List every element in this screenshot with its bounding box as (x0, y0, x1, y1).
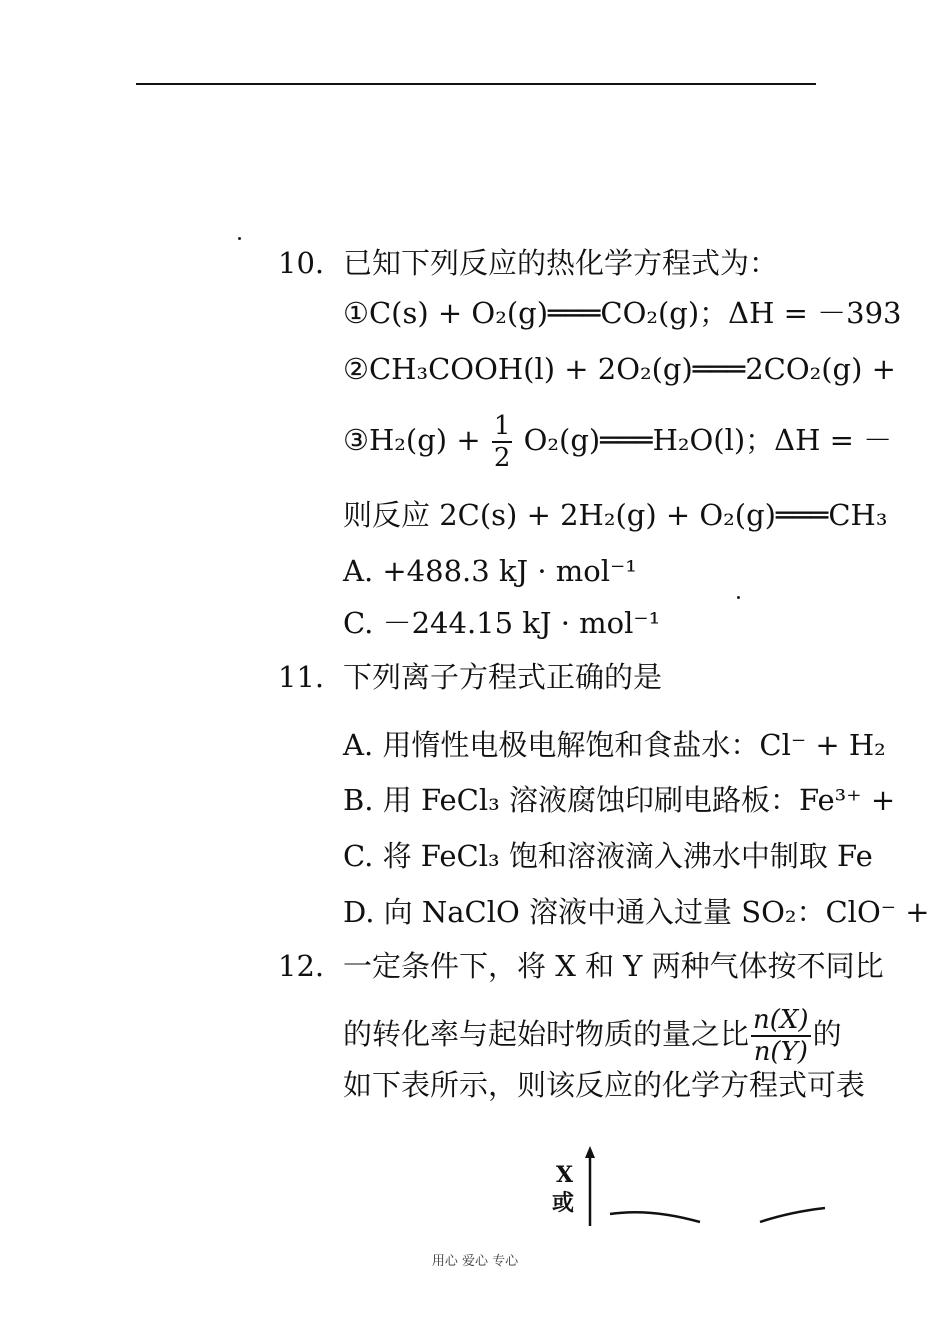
question-number: 12. (278, 949, 325, 983)
ratio-fraction (751, 1007, 811, 1065)
speck (737, 596, 740, 599)
line-2-start: 的转化率与起始时物质的量之比 (343, 1017, 750, 1051)
fraction-denominator: 2 (493, 443, 511, 473)
equation-3 (343, 405, 892, 475)
speck (238, 237, 241, 240)
fraction-numerator: n(X) (753, 1005, 809, 1035)
question-stem: 下列离子方程式正确的是 (343, 660, 663, 694)
conversion-graph (550, 1146, 850, 1226)
equation-3-end: O₂(g)═══H₂O(l)；ΔH = － (523, 423, 893, 457)
fraction-denominator: n(Y) (753, 1037, 808, 1067)
page-footer: 用心 爱心 专心 (431, 1254, 519, 1269)
graph-drawing (550, 1146, 850, 1226)
curve-segment (610, 1212, 700, 1222)
y-axis-label-continued: 或 (552, 1190, 575, 1216)
question-stem: 已知下列反应的热化学方程式为： (343, 246, 779, 280)
line-2-end: 的 (812, 1017, 842, 1051)
equation-3-start: ③H₂(g) + (343, 423, 481, 457)
fraction-numerator: 1 (493, 411, 511, 441)
equation-2: ②CH₃COOH(l) + 2O₂(g)═══2CO₂(g) + (343, 352, 896, 386)
option-a: A. +488.3 kJ · mol⁻¹ (343, 554, 637, 588)
question-number: 10. (278, 246, 325, 280)
curve-segment (760, 1208, 825, 1222)
question-number: 11. (278, 660, 325, 694)
question-12-line-3: 如下表所示，则该反应的化学方程式可表 (343, 1068, 866, 1102)
option-b: B. 用 FeCl₃ 溶液腐蚀印刷电路板：Fe³⁺ + (343, 783, 896, 817)
equation-1: ①C(s) + O₂(g)═══CO₂(g)；ΔH = －393 (343, 296, 902, 330)
y-axis-arrow (585, 1146, 595, 1158)
header-rule (136, 83, 816, 85)
question-stem: 一定条件下，将 X 和 Y 两种气体按不同比 (343, 949, 884, 983)
target-reaction: 则反应 2C(s) + 2H₂(g) + O₂(g)═══CH₃ (343, 498, 888, 532)
option-d: D. 向 NaClO 溶液中通入过量 SO₂：ClO⁻ + (343, 895, 930, 929)
question-12-line-2 (343, 998, 842, 1070)
option-a: A. 用惰性电极电解饱和食盐水：Cl⁻ + H₂ (343, 728, 886, 762)
option-c: C. －244.15 kJ · mol⁻¹ (343, 606, 661, 640)
fraction-half (492, 413, 513, 471)
option-c: C. 将 FeCl₃ 饱和溶液滴入沸水中制取 Fe (343, 839, 873, 873)
y-axis-label: X (556, 1162, 574, 1188)
